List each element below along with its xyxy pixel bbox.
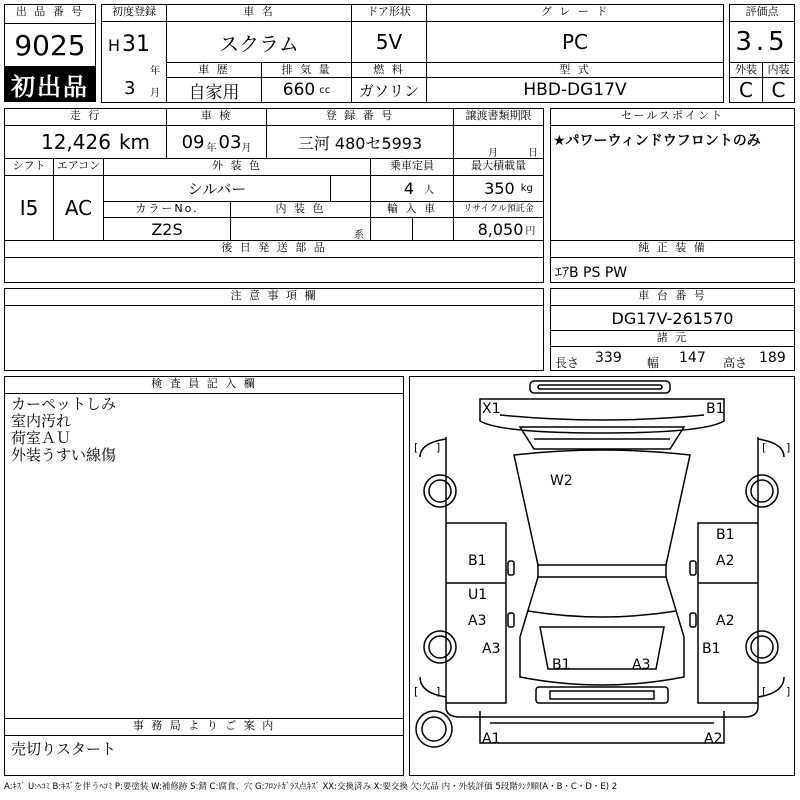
- svg-text:[: [: [414, 441, 419, 454]
- mark-w2: W2: [550, 473, 573, 489]
- svg-text:[: [: [762, 685, 767, 698]
- capacity-label-cell: 乗車定員: [370, 158, 454, 176]
- ext-label-cell: 外装: [729, 62, 763, 78]
- import-cell-b: [412, 217, 454, 241]
- svg-text:[: [: [762, 441, 767, 454]
- mark-a1: A1: [482, 731, 501, 747]
- later-parts: [4, 257, 544, 283]
- history: 自家用: [166, 77, 262, 103]
- max-load: 350: [484, 179, 515, 198]
- mark-b1-right: B1: [716, 527, 735, 543]
- svg-text:]: ]: [436, 685, 441, 698]
- sales-point-cell: [550, 125, 795, 241]
- sales-label-cell: セールスポイント: [550, 108, 795, 126]
- mark-u1: U1: [468, 587, 488, 603]
- interior-grade: C: [762, 77, 795, 103]
- ext-color-label-cell: 外 装 色: [103, 158, 371, 176]
- svg-text:[: [: [414, 685, 419, 698]
- recycle-fee: 8,050: [477, 219, 524, 239]
- mark-a3-rear: A3: [632, 657, 651, 673]
- reg-year: 31: [122, 32, 150, 57]
- svg-text:]: ]: [436, 441, 441, 454]
- mark-a3-left2: A3: [482, 641, 501, 657]
- mark-a2-bottom: A2: [704, 731, 723, 747]
- color-no-label-cell: カラーNo.: [103, 201, 231, 218]
- recycle-cell: 8,050 円: [453, 217, 544, 241]
- capacity-cell: 4 人: [370, 175, 454, 202]
- notes-label-cell: 注 意 事 項 欄: [4, 288, 544, 306]
- era: H: [108, 36, 121, 55]
- shift-label-cell: シフト: [4, 158, 54, 176]
- mileage-label-cell: 走 行: [4, 108, 167, 126]
- score: 3.5: [729, 21, 795, 63]
- mileage-cell: 12,426 km: [4, 125, 167, 159]
- displacement-label-cell: 排 気 量: [261, 62, 352, 78]
- mark-a2-right2: A2: [716, 613, 735, 629]
- recycle-label-cell: リサイクル預託金: [453, 201, 544, 218]
- transfer-date-cell: 月 日: [453, 125, 544, 159]
- vehicle-outline: [410, 377, 794, 775]
- displacement: 660: [282, 80, 316, 100]
- capacity: 4: [403, 179, 415, 198]
- score-label-cell: 評価点: [729, 4, 795, 22]
- load-label-cell: 最大積載量: [453, 158, 544, 176]
- inspector-line: 室内汚れ: [11, 412, 72, 430]
- ext-color-blank: [330, 175, 371, 202]
- reg-date-cell: H 31 年 3 月: [101, 21, 167, 103]
- notes: [4, 305, 544, 371]
- equipment-cell: [550, 257, 795, 283]
- reg-label-cell: 初度登録: [101, 4, 167, 22]
- exterior-grade: C: [729, 77, 763, 103]
- reg-month: 3: [124, 78, 136, 99]
- damage-legend: A:ｷｽﾞ U:ﾍｺﾐ B:ｷｽﾞを伴うﾍｺﾐ P:要塗装 W:補修跡 S:錆 C:腐食、穴 G:ﾌﾛﾝﾄｶﾞﾗｽ点ｷｽﾞ XX:交換済み X:要交換 欠:欠品 内・外装評価 5段階ﾗﾝｸ順(A・B・C・D・E) 2: [4, 782, 618, 792]
- transfer-label-cell: 譲渡書類期限: [453, 108, 544, 126]
- lot-label-cell: 出 品 番 号: [4, 4, 96, 24]
- dimensions-cell: 長さ 339 幅 147 高さ 189: [550, 346, 795, 371]
- mark-a3-left: A3: [468, 613, 487, 629]
- color-number: Z2S: [103, 217, 231, 241]
- fuel: ガソリン: [351, 77, 427, 103]
- displacement-cell: 660 cc: [261, 77, 352, 103]
- fuel-label-cell: 燃 料: [351, 62, 427, 78]
- lot-number: 9025: [4, 23, 96, 67]
- later-parts-label-cell: 後 日 発 送 部 品: [4, 240, 544, 258]
- air-conditioner: AC: [53, 175, 104, 241]
- sales-point: ★パワーウィンドウフロントのみ: [553, 133, 761, 149]
- height: 189: [759, 350, 786, 366]
- ac-label-cell: エアコン: [53, 158, 104, 176]
- inspector-label-cell: 検 査 員 記 入 欄: [4, 376, 404, 394]
- mark-x1: X1: [482, 401, 501, 417]
- model-label-cell: 型 式: [426, 62, 724, 78]
- inspection-label-cell: 車 検: [166, 108, 267, 126]
- door-type: 5V: [351, 21, 427, 63]
- chassis-label-cell: 車 台 番 号: [550, 288, 795, 306]
- dims-label-cell: 諸 元: [550, 330, 795, 347]
- import-label-cell: 輸 入 車: [370, 201, 454, 218]
- chassis-number: DG17V-261570: [550, 305, 795, 331]
- length: 339: [595, 350, 622, 366]
- inspector-line: カーペットしみ: [11, 395, 117, 413]
- grade: PC: [426, 21, 724, 63]
- grade-label-cell: グ レ ー ド: [426, 4, 724, 22]
- mark-b1-right2: B1: [702, 641, 721, 657]
- damage-diagram: [409, 376, 795, 776]
- inspector-notes: [4, 393, 404, 719]
- int-label-cell: 内装: [762, 62, 795, 78]
- load-cell: 350 kg: [453, 175, 544, 202]
- door-label-cell: ドア形状: [351, 4, 427, 22]
- exterior-color: シルバー: [103, 175, 331, 202]
- plate-number: 三河 480セ5993: [266, 125, 454, 159]
- car-name-label-cell: 車 名: [166, 4, 352, 22]
- mileage: 12,426: [40, 130, 111, 154]
- office-notice: 売切りスタート: [11, 740, 117, 758]
- equipment-label-cell: 純 正 装 備: [550, 240, 795, 258]
- inspection-date-cell: 09 年 03 月: [166, 125, 267, 159]
- svg-text:]: ]: [786, 685, 791, 698]
- svg-text:]: ]: [786, 441, 791, 454]
- inspector-line: 荷室ＡＵ: [11, 429, 72, 447]
- inspector-line: 外装うすい線傷: [11, 446, 117, 464]
- shift: I5: [4, 175, 54, 241]
- import-cell-a: [370, 217, 413, 241]
- int-color-label-cell: 内 装 色: [230, 201, 371, 218]
- model-code: HBD-DG17V: [426, 77, 724, 103]
- office-notice-cell: [4, 735, 404, 776]
- interior-color-cell: 系: [230, 217, 371, 241]
- first-listing-badge: 初出品: [4, 66, 96, 102]
- width: 147: [679, 350, 706, 366]
- office-label-cell: 事 務 局 よ り ご 案 内: [4, 718, 404, 736]
- car-name: スクラム: [166, 21, 352, 63]
- mark-b1-left: B1: [468, 553, 487, 569]
- history-label-cell: 車 歴: [166, 62, 262, 78]
- plate-label-cell: 登 録 番 号: [266, 108, 454, 126]
- equipment-list: ｴｱB PS PW: [555, 265, 628, 281]
- mark-b1-rear: B1: [552, 657, 571, 673]
- mark-a2-right1: A2: [716, 553, 735, 569]
- mark-b1-top: B1: [706, 401, 725, 417]
